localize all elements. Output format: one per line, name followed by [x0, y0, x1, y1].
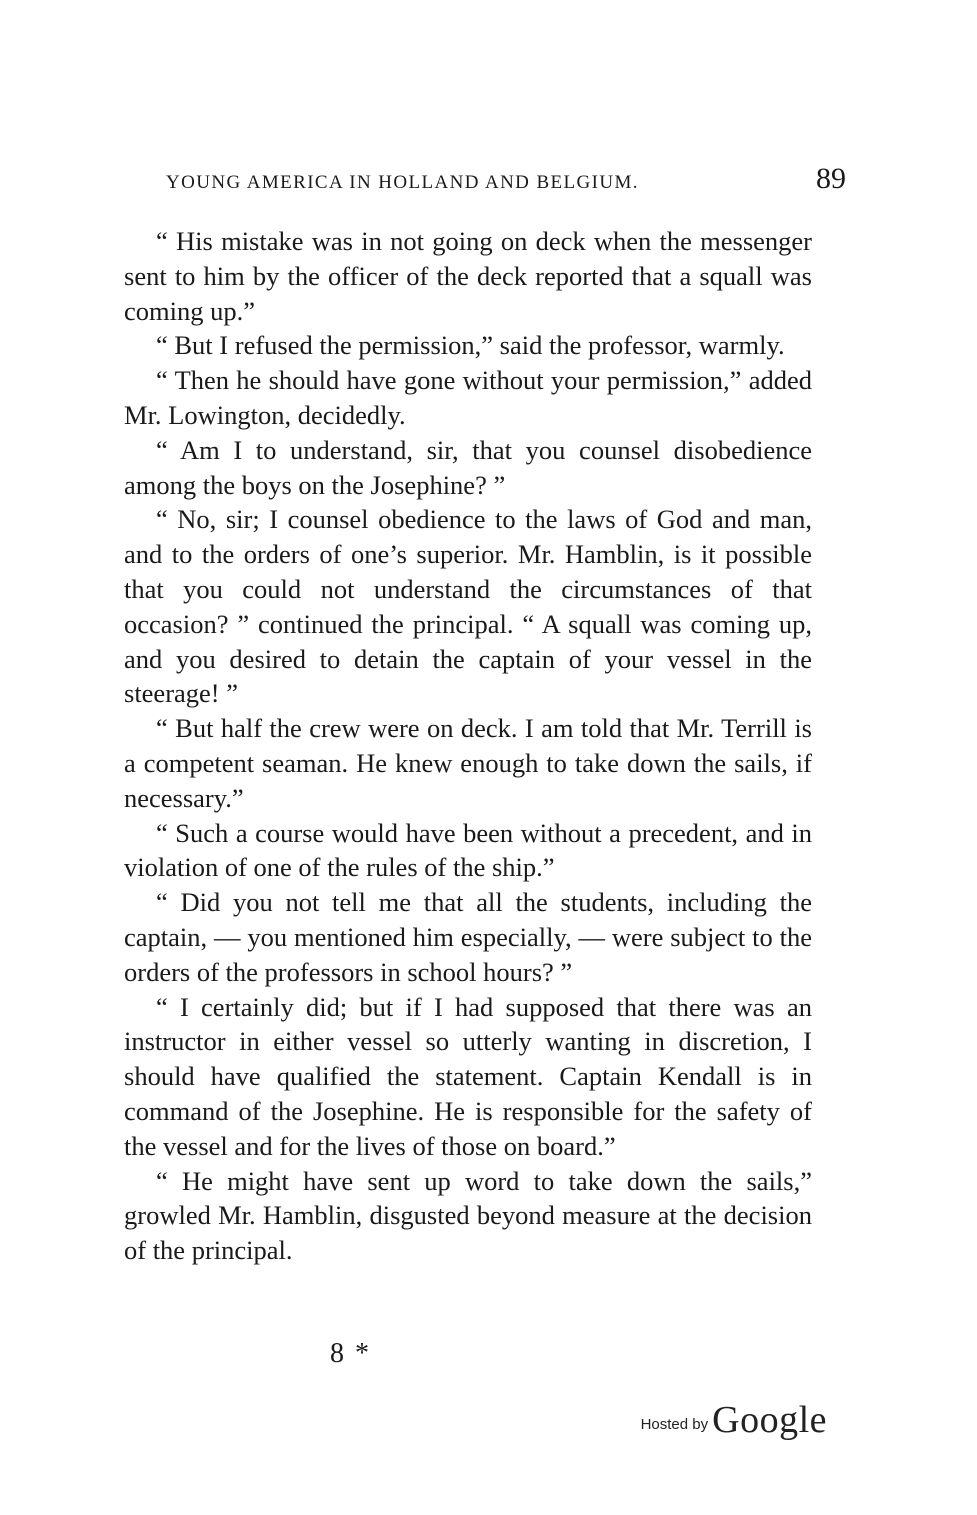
paragraph: “ But half the crew were on deck. I am told that Mr. Terrill is a competent seaman. He knew enough to take down the sails, if necessary.”: [124, 713, 812, 813]
body-text: [124, 224, 812, 1268]
paragraph: “ He might have sent up word to take down the sails,” growled Mr. Hamblin, disgusted beyond measure at the decision of the principal.: [124, 1165, 812, 1266]
watermark-prefix: Hosted by: [640, 1416, 709, 1433]
running-title: YOUNG AMERICA IN HOLLAND AND BELGIUM.: [166, 172, 639, 193]
paragraph: “ I certainly did; but if I had supposed that there was an instructor in either vessel so utterly wanting in discretion, I should have qualified the statement. Captain Kendall is in command of the Josephine. He is responsible for the safety of the vessel and for the lives of those on board.”: [124, 991, 812, 1161]
paragraph: “ But I refused the permission,” said the professor, warmly.: [156, 330, 785, 361]
paragraph: “ Then he should have gone without your permission,” added Mr. Lowington, decidedly.: [124, 365, 812, 430]
running-head: [166, 162, 846, 202]
paragraph: “ Am I to understand, sir, that you counsel disobedience among the boys on the Josephine? ”: [124, 434, 812, 500]
page-number: 89: [816, 162, 846, 195]
hosted-by-watermark: [641, 1398, 827, 1442]
google-logo: Google: [712, 1399, 827, 1441]
paragraph: “ No, sir; I counsel obedience to the laws of God and man, and to the orders of one’s superior. Mr. Hamblin, is it possible that you could not understand the circumstances of that occasion? ” continued the principal. “ A squall was coming up, and you desired to detain the captain of your vessel in the steerage! ”: [124, 504, 812, 709]
paragraph: “ His mistake was in not going on deck when the messenger sent to him by the officer of the deck reported that a squall was coming up.”: [124, 226, 812, 326]
signature-mark: 8 *: [330, 1338, 371, 1369]
paragraph: “ Such a course would have been without a precedent, and in violation of one of the rules of the ship.”: [124, 817, 812, 883]
paragraph: “ Did you not tell me that all the students, including the captain, — you mentioned him especially, — were subject to the orders of the professors in school hours? ”: [124, 887, 812, 987]
